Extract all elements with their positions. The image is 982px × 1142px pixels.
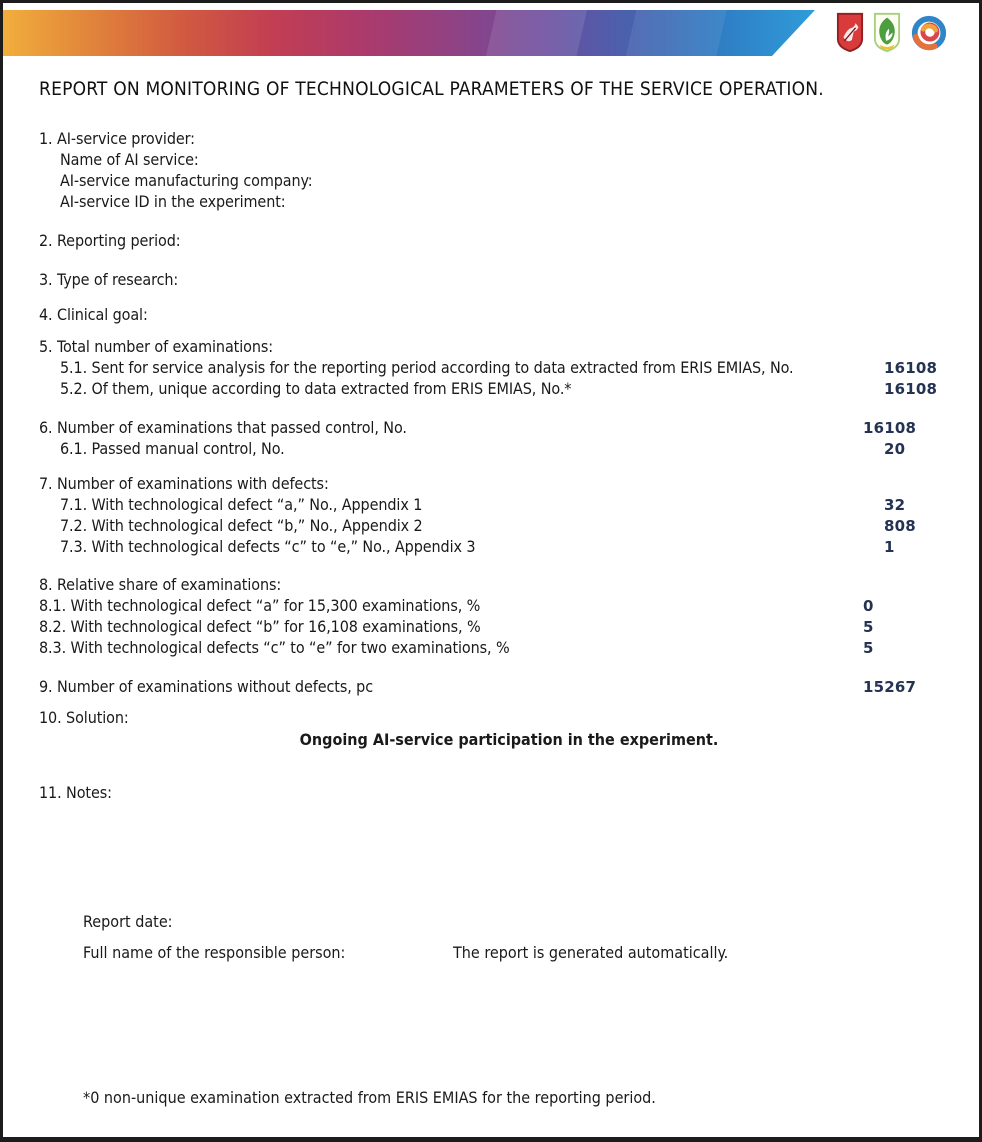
report-title: REPORT ON MONITORING OF TECHNOLOGICAL PARAMETERS OF THE SERVICE OPERATION. [39, 78, 824, 100]
report-row-1-id [60, 191, 943, 212]
report-row-5-1 [60, 357, 943, 378]
report-row-6-1 [60, 438, 943, 459]
report-row-5 [39, 336, 943, 357]
auto-generated-note: The report is generated automatically. [453, 943, 729, 962]
row-value: 20 [884, 440, 906, 458]
row-value: 5 [863, 639, 874, 657]
footnote-text: *0 non-unique examination extracted from ERIS EMIAS for the reporting period. [83, 1088, 656, 1107]
report-row-7-3 [60, 536, 943, 557]
report-row-7-1 [60, 494, 943, 515]
row-label: 7.3. With technological defects “c” to “e,” No., Appendix 3 [60, 537, 476, 556]
row-label: AI-service manufacturing company: [60, 171, 313, 190]
row-label: 7.1. With technological defect “a,” No., Appendix 1 [60, 495, 423, 514]
report-row-8-3 [39, 637, 943, 658]
row-value: 16108 [884, 380, 938, 398]
moscow-coat-of-arms-logo [836, 12, 864, 53]
row-value: 16108 [884, 359, 938, 377]
report-row-8 [39, 574, 943, 595]
report-row-7 [39, 473, 943, 494]
row-label: 5.2. Of them, unique according to data extracted from ERIS EMIAS, No.* [60, 379, 572, 398]
report-row-5-2 [60, 378, 943, 399]
header-logos [836, 12, 948, 53]
report-row-1 [39, 128, 943, 149]
row-value: 15267 [863, 678, 917, 696]
row-label: 7.2. With technological defect “b,” No., Appendix 2 [60, 516, 423, 535]
row-label: Name of AI service: [60, 150, 199, 169]
report-row-1-company [60, 170, 943, 191]
row-label: 10. Solution: [39, 708, 129, 727]
report-content [3, 78, 979, 1108]
row-label: 5.1. Sent for service analysis for the reporting period according to data extracted from ERIS EMIAS, No. [60, 358, 794, 377]
row-value: 808 [884, 517, 916, 535]
report-row-8-1 [39, 595, 943, 616]
row-label: 8. Relative share of examinations: [39, 575, 282, 594]
row-label: 9. Number of examinations without defects, pc [39, 677, 374, 696]
row-value: 0 [863, 597, 874, 615]
report-row-10 [39, 707, 943, 728]
report-date-label: Report date: [83, 912, 173, 931]
health-department-shield-logo [873, 12, 901, 53]
row-label: 2. Reporting period: [39, 231, 181, 250]
report-row-7-2 [60, 515, 943, 536]
row-label: 1. AI-service provider: [39, 129, 195, 148]
row-label: 6.1. Passed manual control, No. [60, 439, 285, 458]
row-value: 16108 [863, 419, 917, 437]
row-label: 5. Total number of examinations: [39, 337, 274, 356]
report-row-6 [39, 417, 943, 438]
report-row-2 [39, 230, 943, 251]
row-label: 11. Notes: [39, 783, 112, 802]
report-footer [83, 911, 943, 1108]
row-label: 3. Type of research: [39, 270, 179, 289]
header-gradient-bar [3, 10, 815, 56]
rainbow-swirl-ring-logo [910, 14, 948, 52]
report-row-8-2 [39, 616, 943, 637]
row-label: 8.3. With technological defects “c” to “e” for two examinations, % [39, 638, 510, 657]
row-label: AI-service ID in the experiment: [60, 192, 286, 211]
report-row-11 [39, 782, 943, 803]
row-label: 7. Number of examinations with defects: [39, 474, 329, 493]
row-label: 8.2. With technological defect “b” for 16,108 examinations, % [39, 617, 481, 636]
row-label: 4. Clinical goal: [39, 305, 148, 324]
report-row-1-name [60, 149, 943, 170]
row-label: 6. Number of examinations that passed control, No. [39, 418, 407, 437]
report-row-9 [39, 676, 943, 697]
row-value: 32 [884, 496, 906, 514]
responsible-person-label: Full name of the responsible person: [83, 943, 346, 962]
responsible-person-row [83, 942, 943, 963]
row-value: 5 [863, 618, 874, 636]
row-value: 1 [884, 538, 895, 556]
report-row-4 [39, 304, 943, 325]
report-row-3 [39, 269, 943, 290]
row-label: 8.1. With technological defect “a” for 15,300 examinations, % [39, 596, 481, 615]
solution-text: Ongoing AI-service participation in the experiment. [299, 730, 719, 749]
